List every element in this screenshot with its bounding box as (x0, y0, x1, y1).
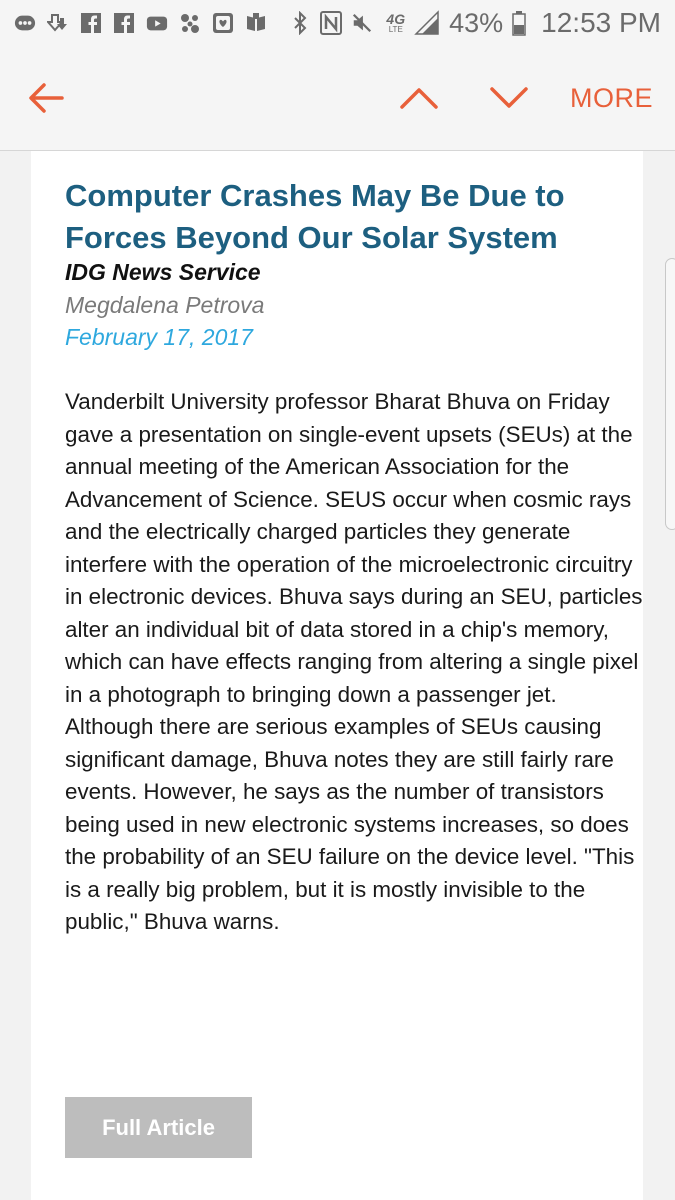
clock: 12:53 PM (541, 7, 661, 38)
signal-icon (414, 12, 440, 34)
youtube-icon (146, 12, 168, 34)
mute-icon (351, 12, 373, 34)
article-title: Computer Crashes May Be Due to Forces Beyond Our Solar System (65, 178, 565, 255)
bluetooth-icon (289, 12, 311, 34)
system-status (289, 6, 661, 40)
download-icon (47, 12, 69, 34)
network-type: 4G (386, 11, 406, 27)
reader-app-icon (245, 12, 267, 34)
battery-percentage: 43% (449, 8, 504, 38)
scrollbar-handle[interactable] (665, 258, 675, 530)
status-bar (0, 0, 675, 46)
battery-icon (512, 12, 526, 34)
article-source: IDG News Service (65, 259, 261, 285)
more-button[interactable]: MORE (570, 82, 653, 113)
lte-indicator (386, 12, 405, 34)
chevron-up-icon (399, 85, 439, 111)
article-author: Megdalena Petrova (65, 292, 265, 318)
back-button[interactable] (20, 74, 72, 122)
facebook-icon (113, 12, 135, 34)
messenger-icon (14, 12, 36, 34)
toolbar (0, 46, 675, 151)
notification-icons (14, 9, 267, 37)
pinwheel-app-icon (179, 12, 201, 34)
network-subtype: LTE (388, 25, 403, 34)
next-article-button[interactable] (482, 74, 536, 122)
nfc-icon (320, 12, 342, 34)
article-card (31, 151, 643, 1200)
previous-article-button[interactable] (392, 74, 446, 122)
facebook-icon (80, 12, 102, 34)
chevron-down-icon (489, 85, 529, 111)
article-date: February 17, 2017 (65, 324, 253, 350)
article-body: Vanderbilt University professor Bharat Bhuva on Friday gave a presentation on single-event upsets (SEUs) at the annual meeting of the American Association for the Advancement of Science. SEUS occur when cosmic rays and the electrically charged particles they generate interfere with the operation of the microelectronic circuitry in electronic devices. Bhuva says during an SEU, particles alter an individual bit of data stored in a chip's memory, which can have effects ranging from altering a single pixel in a photograph to bringing down a passenger jet. Although there are serious examples of SEUs causing significant damage, Bhuva notes they are still fairly rare events. However, he says as the number of transistors being used in new electronic systems increases, so does the probability of an SEU failure on the device level. "This is a really big problem, but it is mostly invisible to the public," Bhuva warns. (65, 389, 643, 934)
full-article-button[interactable]: Full Article (65, 1097, 252, 1158)
photo-app-icon (212, 12, 234, 34)
arrow-left-icon (28, 82, 64, 114)
